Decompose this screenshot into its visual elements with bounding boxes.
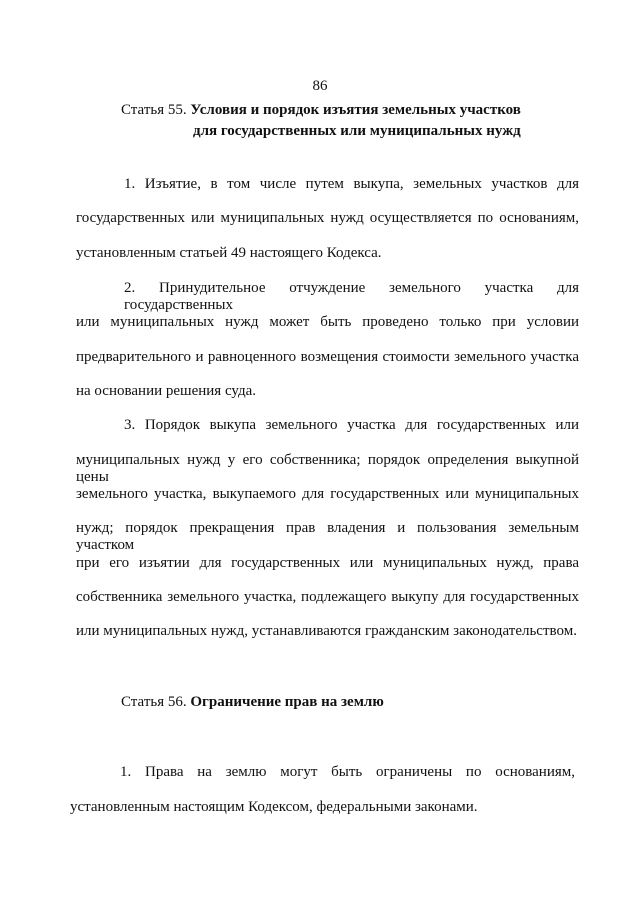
a55-p1-line2: государственных или муниципальных нужд осуществляется по основаниям, [76,210,579,226]
a55-p2-line2: или муниципальных нужд может быть проведено только при условии [76,314,579,330]
a55-p1-line1: 1. Изъятие, в том числе путем выкупа, земельных участков для [124,176,579,192]
a55-p2-line4: на основании решения суда. [76,383,256,399]
a55-p3-line2: муниципальных нужд у его собственника; порядок определения выкупной цены [76,452,579,485]
a55-p3-line6: собственника земельного участка, подлежащего выкупу для государственных [76,589,579,605]
a55-p2-line3: предварительного и равноценного возмещения стоимости земельного участка [76,349,579,365]
article-56-title: Ограничение прав на землю [190,694,384,710]
a55-p3-line3: земельного участка, выкупаемого для государственных или муниципальных [76,486,579,502]
a55-p3-line5: при его изъятии для государственных или муниципальных нужд, права [76,555,579,571]
a55-p2-line1: 2. Принудительное отчуждение земельного участка для государственных [124,280,579,313]
article-55-title-line2: для государственных или муниципальных нужд [193,123,521,139]
a56-p1-line1: 1. Права на землю могут быть ограничены по основаниям, [120,764,575,780]
article-55-heading-line1 [121,102,521,119]
a55-p3-line4: нужд; порядок прекращения прав владения и пользования земельным участком [76,520,579,553]
page-number: 86 [312,78,328,94]
article-55-title-line1: Условия и порядок изъятия земельных участков [190,102,521,118]
article-56-heading [121,694,384,711]
article-55-prefix: Статья 55. [121,102,187,118]
a55-p3-line7: или муниципальных нужд, устанавливаются гражданским законодательством. [76,623,577,639]
article-56-prefix: Статья 56. [121,694,187,710]
a55-p3-line1: 3. Порядок выкупа земельного участка для государственных или [124,417,579,433]
article-55-heading-line2 [193,123,521,140]
a56-p1-line2: установленным настоящим Кодексом, федеральными законами. [70,799,478,815]
a55-p1-line3: установленным статьей 49 настоящего Кодекса. [76,245,382,261]
